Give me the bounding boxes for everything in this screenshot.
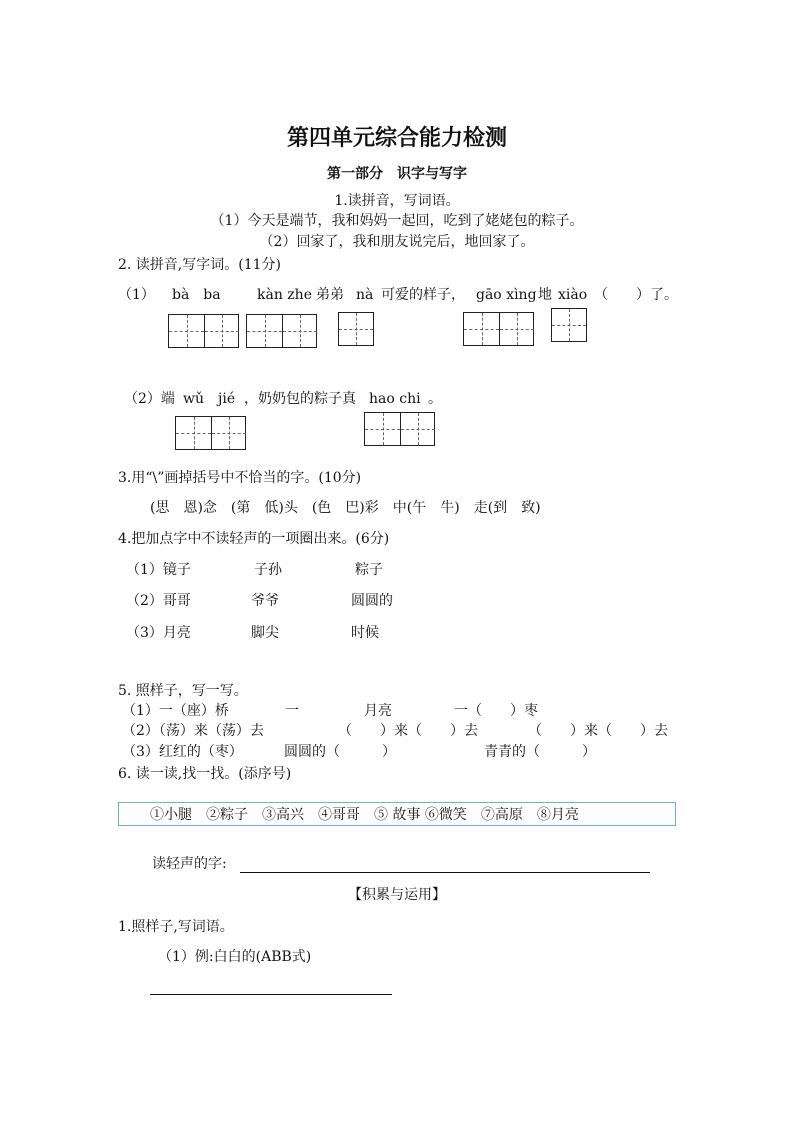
section2-q1-example: （1）例:白白的(ABB式) xyxy=(158,949,312,965)
q4-row1-col1: （1）镜子 xyxy=(126,562,191,578)
q4-row2-col2: 爷爷 xyxy=(251,593,279,609)
q2-line1-pinyin-3: nà xyxy=(356,287,374,303)
q3-items: (思 恩)念 (第 低)头 (色 巴)彩 中(午 牛) 走(到 致) xyxy=(150,500,541,516)
q4-heading: 4.把加点字中不读轻声的一项圈出来。(6分) xyxy=(118,531,390,547)
q4-row3-col2: 脚尖 xyxy=(251,625,279,641)
q2-line2-text-1: ，奶奶包的粽子真 xyxy=(244,391,356,407)
q2-line1-pinyin-5: xiào xyxy=(558,287,588,303)
q5-row1-col3: 月亮 xyxy=(364,703,392,719)
q4-row1-col3: 粽子 xyxy=(355,562,383,578)
q2-heading: 2. 读拼音,写字词。(11分) xyxy=(118,257,281,273)
q5-row3-col3: 青青的（ ） xyxy=(484,744,596,760)
section2-q1-answer-line[interactable] xyxy=(150,994,392,995)
q4-row3-col3: 时候 xyxy=(351,625,379,641)
writing-grid-wujie[interactable] xyxy=(175,416,246,450)
q2-line1-pinyin-1: bà ba xyxy=(172,287,221,303)
section2-q1-heading: 1.照样子,写词语。 xyxy=(118,919,234,935)
q5-row2-col3: （ ）来（ ）去 xyxy=(528,723,668,739)
writing-grid-baba[interactable] xyxy=(168,314,239,348)
q6-options: ①小腿 ②粽子 ③高兴 ④哥哥 ⑤ 故事 ⑥微笑 ⑦高原 ⑧月亮 xyxy=(150,807,579,823)
q2-line2-text-2: 。 xyxy=(428,391,442,407)
writing-grid-gaoxing[interactable] xyxy=(463,312,534,346)
q2-line1-prefix: （1） xyxy=(118,287,155,303)
q4-row2-col3: 圆圆的 xyxy=(351,593,393,609)
q2-line2-pinyin-2: hao chi xyxy=(369,391,421,407)
q5-row3-col1: （3）红红的（枣） xyxy=(122,744,243,760)
q6-answer-line[interactable] xyxy=(240,872,650,873)
q5-heading: 5. 照样子，写一写。 xyxy=(118,683,248,699)
q2-line2-prefix: （2）端 xyxy=(124,391,175,407)
q6-heading: 6. 读一读,找一找。(添序号) xyxy=(118,766,292,782)
writing-grid-kanzhe[interactable] xyxy=(246,314,317,348)
page-title: 第四单元综合能力检测 xyxy=(286,125,507,151)
writing-grid-na[interactable] xyxy=(338,312,374,346)
q3-heading: 3.用“\”画掉括号中不恰当的字。(10分) xyxy=(118,470,362,486)
q6-answer-label: 读轻声的字: xyxy=(152,856,227,872)
q2-line1-text-4: （ ）了。 xyxy=(594,287,678,303)
section2-title: 【积累与运用】 xyxy=(348,887,446,903)
q2-line1-text-1: 弟弟 xyxy=(316,287,344,303)
part1-title: 第一部分 识字与写字 xyxy=(327,166,467,182)
q2-line1-text-2: 可爱的样子， xyxy=(381,287,465,303)
writing-grid-haochi[interactable] xyxy=(364,412,435,446)
q2-line2-pinyin-1: wǔ jié xyxy=(183,391,236,407)
writing-grid-xiao[interactable] xyxy=(551,308,587,342)
q4-row1-col2: 子孙 xyxy=(254,562,282,578)
q5-row3-col2: 圆圆的（ ） xyxy=(284,744,396,760)
q5-row1-col1: （1）一（座）桥 xyxy=(122,703,229,719)
intro-line2: （2）回家了，我和朋友说完后，地回家了。 xyxy=(259,234,535,250)
q2-line1-text-3: 地 xyxy=(538,287,552,303)
q2-line1-pinyin-2: kàn zhe xyxy=(257,287,312,303)
intro-line1: （1）今天是端节，我和妈妈一起回，吃到了姥姥包的粽子。 xyxy=(210,213,584,229)
q5-row2-col1: （2）（荡）来（荡）去 xyxy=(122,723,264,739)
q4-row2-col1: （2）哥哥 xyxy=(126,593,191,609)
q2-line1-pinyin-4: gāo xìng xyxy=(476,287,537,303)
q5-row1-col2: 一 xyxy=(285,703,299,719)
q4-row3-col1: （3）月亮 xyxy=(126,625,191,641)
q5-row1-col4: 一（ ）枣 xyxy=(454,703,538,719)
intro-heading: 1.读拼音，写词语。 xyxy=(334,193,460,209)
q5-row2-col2: （ ）来（ ）去 xyxy=(338,723,478,739)
